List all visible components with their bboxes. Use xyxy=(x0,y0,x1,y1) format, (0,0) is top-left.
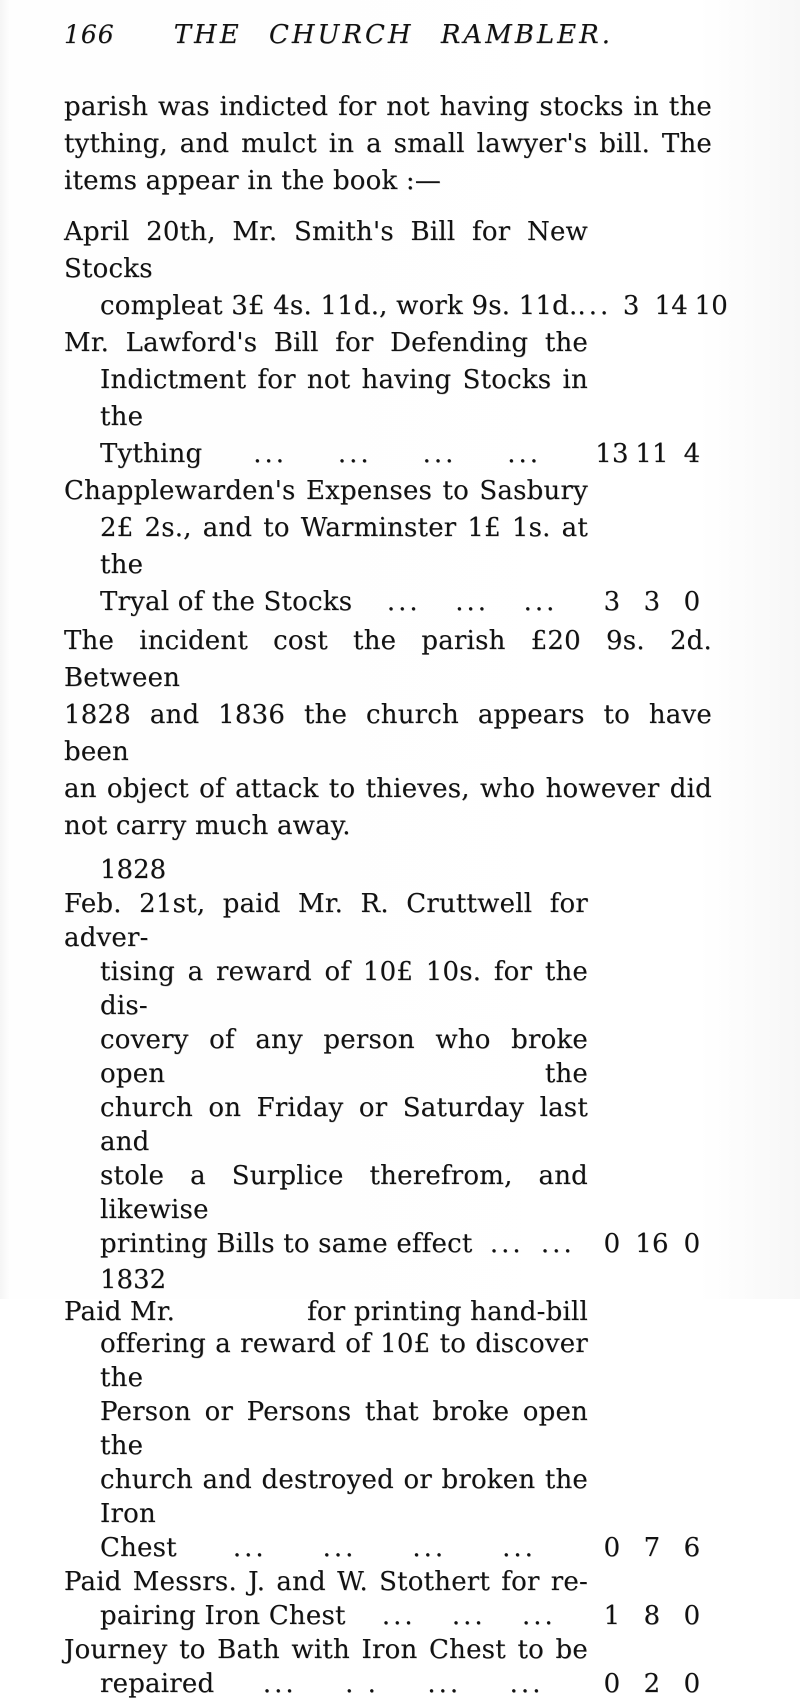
ledger-amount-line xyxy=(64,436,712,473)
text-line: an object of attack to thieves, who however did xyxy=(64,774,712,804)
ledger-amount-line xyxy=(64,1227,712,1261)
text-line: April 20th, Mr. Smith's Bill for New Stocks xyxy=(64,217,588,284)
text-line: church and destroyed or broken the Iron xyxy=(100,1465,588,1529)
ledger-entry-lawford xyxy=(64,325,712,473)
amount-pounds: 3 xyxy=(603,587,621,617)
amount-pounds: 0 xyxy=(603,1533,621,1563)
dot-leader: ... ... ... xyxy=(386,587,558,617)
ledger-entry-chapplewarden xyxy=(64,473,712,621)
ledger-entry-smith xyxy=(64,214,729,325)
text-line: 2£ 2s., and to Warminster 1£ 1s. at the xyxy=(100,513,588,580)
amount-pounds: 0 xyxy=(603,1669,621,1699)
text-line: not carry much away. xyxy=(64,811,351,841)
amount-shillings: 16 xyxy=(635,1229,669,1259)
text-line: for printing hand-bill xyxy=(307,1297,588,1327)
text-line: printing Bills to same effect xyxy=(100,1229,473,1259)
text-line: tything, and mulct in a small lawyer's bill. The xyxy=(64,129,712,159)
dot-leader: ... ... ... xyxy=(381,1601,556,1631)
ledger-amount-line xyxy=(64,1667,712,1701)
amount-shillings: 14 xyxy=(654,291,689,321)
text-line: Indictment for not having Stocks in the xyxy=(100,365,588,432)
running-title: THE CHURCH RAMBLER. xyxy=(173,20,614,50)
amount-shillings: 2 xyxy=(643,1669,661,1699)
text-line: repaired xyxy=(100,1669,215,1699)
text-line: tising a reward of 10£ 10s. for the dis- xyxy=(100,957,588,1021)
amount-pounds: 13 xyxy=(595,439,629,469)
amount-pence: 6 xyxy=(683,1533,701,1563)
text-line: Feb. 21st, paid Mr. R. Cruttwell for adver- xyxy=(64,889,588,953)
page-number: 166 xyxy=(64,20,115,49)
amount-pence: 0 xyxy=(683,1601,701,1631)
text-line: Tything xyxy=(100,439,203,469)
ledger-amount-line xyxy=(64,1599,712,1633)
text-line: Mr. Lawford's Bill for Defending the xyxy=(64,328,588,358)
ledger-thefts xyxy=(64,853,712,1701)
ledger-entry-journey xyxy=(64,1633,712,1701)
ledger-amount-line xyxy=(64,288,729,325)
amount-pounds: 1 xyxy=(603,1601,621,1631)
amount-pence: 0 xyxy=(683,1669,701,1699)
text-line: offering a reward of 10£ to discover the xyxy=(100,1329,588,1393)
amount-shillings: 7 xyxy=(643,1533,661,1563)
text-line: compleat 3£ 4s. 11d., work 9s. 11d. xyxy=(100,291,578,321)
ledger-entry-handbill xyxy=(64,1297,712,1565)
ledger-entry-cruttwell xyxy=(64,887,712,1261)
amount-pounds: 3 xyxy=(622,291,640,321)
dot-leader: ... ... ... ... xyxy=(253,439,542,469)
text-line: pairing Iron Chest xyxy=(100,1601,346,1631)
amount-pounds: 0 xyxy=(603,1229,621,1259)
amount-pence: 10 xyxy=(694,291,729,321)
text-line: Chest xyxy=(100,1533,177,1563)
text-line: The incident cost the parish £20 9s. 2d. Between xyxy=(64,626,712,693)
dot-leader: ... ... ... ... xyxy=(232,1533,536,1563)
year-heading-1832: 1832 xyxy=(100,1265,167,1295)
amount-shillings: 3 xyxy=(643,587,661,617)
text-line: covery of any person who broke open the xyxy=(100,1025,588,1089)
amount-pence: 0 xyxy=(683,1229,701,1259)
page-header xyxy=(64,16,712,54)
text-line: items appear in the book :— xyxy=(64,166,442,196)
amount-shillings: 11 xyxy=(635,439,669,469)
text-line: Chapplewarden's Expenses to Sasbury xyxy=(64,476,588,506)
middle-paragraph xyxy=(64,623,712,845)
text-line: Person or Persons that broke open the xyxy=(100,1397,588,1461)
dot-leader: ... xyxy=(577,291,612,321)
text-line: Journey to Bath with Iron Chest to be xyxy=(64,1635,588,1665)
text-line: Paid Messrs. J. and W. Stothert for re- xyxy=(64,1567,588,1597)
ledger-amount-line xyxy=(64,1531,712,1565)
text-line: Paid Mr. xyxy=(64,1297,176,1327)
ledger-entry-stothert xyxy=(64,1565,712,1633)
dot-leader: ... . . ... ... xyxy=(262,1669,544,1699)
amount-pence: 0 xyxy=(683,587,701,617)
text-line: church on Friday or Saturday last and xyxy=(100,1093,588,1157)
amount-shillings: 8 xyxy=(643,1601,661,1631)
intro-paragraph xyxy=(64,89,712,200)
amount-pence: 4 xyxy=(683,439,701,469)
text-line: stole a Surplice therefrom, and likewise xyxy=(100,1161,588,1225)
ledger-split-line xyxy=(64,1297,588,1327)
dot-leader: ... ... xyxy=(489,1229,575,1259)
ledger-amount-line xyxy=(64,584,712,621)
text-line: 1828 and 1836 the church appears to have been xyxy=(64,700,712,767)
ledger-stocks-bills xyxy=(64,214,729,621)
text-line: parish was indicted for not having stocks in the xyxy=(64,92,712,122)
year-heading-1828: 1828 xyxy=(100,855,167,885)
text-line: Tryal of the Stocks xyxy=(100,587,353,617)
